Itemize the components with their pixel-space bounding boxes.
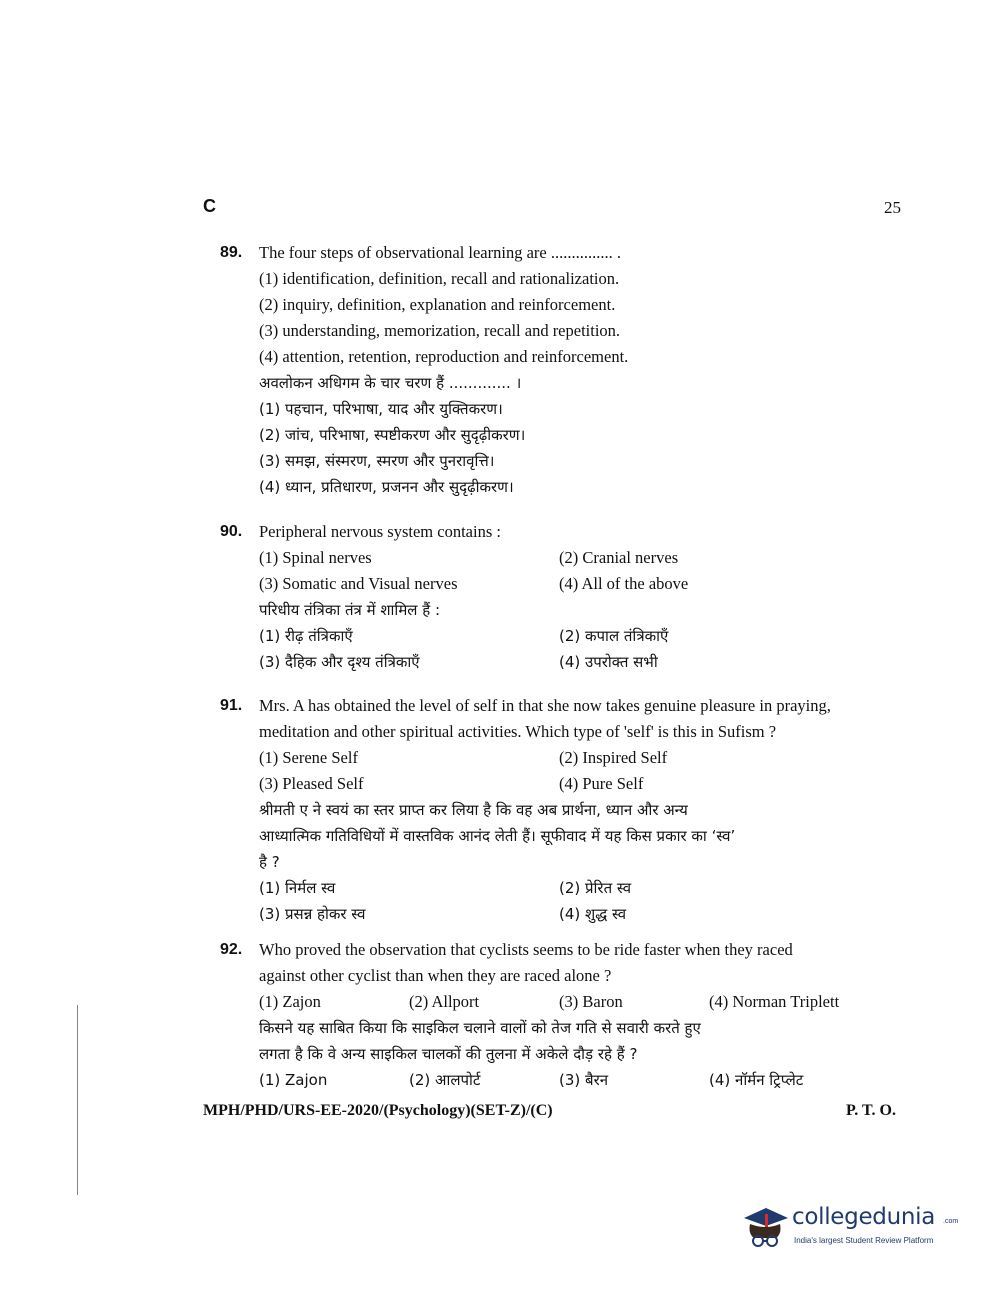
option-en: (2) Cranial nerves [559, 548, 679, 567]
question-stem-hi: अवलोकन अधिगम के चार चरण हैं ............. । [259, 374, 522, 392]
option-hi: (2) कपाल तंत्रिकाएँ [559, 627, 669, 645]
option-en: (3) Pleased Self [259, 774, 364, 793]
option-hi: (2) जांच, परिभाषा, स्पष्टीकरण और सुदृढ़ीकरण। [259, 426, 526, 444]
logo-brand-text: collegedunia [792, 1204, 936, 1230]
option-hi: (3) प्रसन्न होकर स्व [259, 905, 366, 923]
footer-code: MPH/PHD/URS-EE-2020/(Psychology)(SET-Z)/(C) [203, 1102, 553, 1119]
option-hi: (1) निर्मल स्व [259, 879, 336, 897]
question-stem-en: Who proved the observation that cyclists seems to be ride faster when they raced [259, 940, 793, 959]
question-stem-en: meditation and other spiritual activities. Which type of 'self' is this in Sufism ? [259, 722, 777, 741]
pto-label: P. T. O. [846, 1102, 896, 1119]
question-stem-hi: लगता है कि वे अन्य साइकिल चालकों की तुलना में अकेले दौड़ रहे हैं ? [259, 1045, 638, 1063]
question-91 [220, 693, 896, 927]
option-en: (4) All of the above [559, 574, 689, 593]
option-en: (1) Spinal nerves [259, 548, 372, 567]
question-90 [220, 519, 896, 675]
page-number: 25 [884, 198, 901, 217]
option-en: (1) Zajon [259, 992, 321, 1011]
option-hi: (1) Zajon [259, 1071, 328, 1089]
question-number: 90. [220, 523, 243, 540]
option-en: (1) Serene Self [259, 748, 358, 767]
option-hi: (1) रीढ़ तंत्रिकाएँ [259, 627, 353, 645]
question-stem-hi: श्रीमती ए ने स्वयं का स्तर प्राप्त कर लिया है कि वह अब प्रार्थना, ध्यान और अन्य [259, 801, 688, 819]
option-en: (2) inquiry, definition, explanation and reinforcement. [259, 295, 616, 314]
option-hi: (3) समझ, संस्मरण, स्मरण और पुनरावृत्ति। [259, 452, 495, 470]
option-hi: (3) बैरन [559, 1071, 609, 1089]
option-en: (3) understanding, memorization, recall and repetition. [259, 321, 621, 340]
question-number: 89. [220, 244, 243, 261]
option-en: (4) Pure Self [559, 774, 644, 793]
question-stem-en: Peripheral nervous system contains : [259, 522, 501, 541]
collegedunia-logo [740, 1196, 962, 1256]
question-stem-hi: परिधीय तंत्रिका तंत्र में शामिल हैं : [259, 601, 441, 619]
logo-domain-suffix: .com [943, 1218, 959, 1225]
option-hi: (2) आलपोर्ट [409, 1071, 481, 1089]
mascot-icon [740, 1200, 790, 1252]
option-en: (2) Allport [409, 992, 480, 1011]
option-hi: (1) पहचान, परिभाषा, याद और युक्तिकरण। [259, 400, 503, 418]
question-number: 91. [220, 697, 243, 714]
option-hi: (4) ध्यान, प्रतिधारण, प्रजनन और सुदृढ़ीकरण। [259, 478, 514, 496]
question-stem-en: Mrs. A has obtained the level of self in that she now takes genuine pleasure in praying, [259, 696, 831, 715]
question-stem-hi: किसने यह साबित किया कि साइकिल चलाने वालों को तेज गति से सवारी करते हुए [259, 1019, 701, 1037]
option-en: (2) Inspired Self [559, 748, 668, 767]
question-stem-hi: है ? [259, 853, 280, 871]
margin-line [77, 1005, 78, 1195]
option-en: (3) Somatic and Visual nerves [259, 574, 458, 593]
option-hi: (4) शुद्ध स्व [559, 905, 627, 923]
option-en: (4) Norman Triplett [709, 992, 840, 1011]
question-92 [220, 937, 896, 1093]
option-hi: (4) नॉर्मन ट्रिप्लेट [709, 1071, 804, 1089]
option-en: (3) Baron [559, 992, 623, 1011]
question-stem-hi: आध्यात्मिक गतिविधियों में वास्तविक आनंद लेती हैं। सूफीवाद में यह किस प्रकार का ‘स्व’ [259, 827, 736, 845]
question-stem-en: against other cyclist than when they are raced alone ? [259, 966, 612, 985]
logo-tagline: India's largest Student Review Platform [794, 1236, 934, 1245]
option-hi: (4) उपरोक्त सभी [559, 653, 658, 671]
option-en: (1) identification, definition, recall and rationalization. [259, 269, 620, 288]
question-number: 92. [220, 941, 243, 958]
question-89 [220, 240, 896, 500]
option-hi: (3) दैहिक और दृश्य तंत्रिकाएँ [259, 653, 420, 671]
set-letter: C [203, 196, 216, 216]
option-en: (4) attention, retention, reproduction and reinforcement. [259, 347, 629, 366]
option-hi: (2) प्रेरित स्व [559, 879, 632, 897]
question-stem-en: The four steps of observational learning are ............... . [259, 243, 621, 262]
